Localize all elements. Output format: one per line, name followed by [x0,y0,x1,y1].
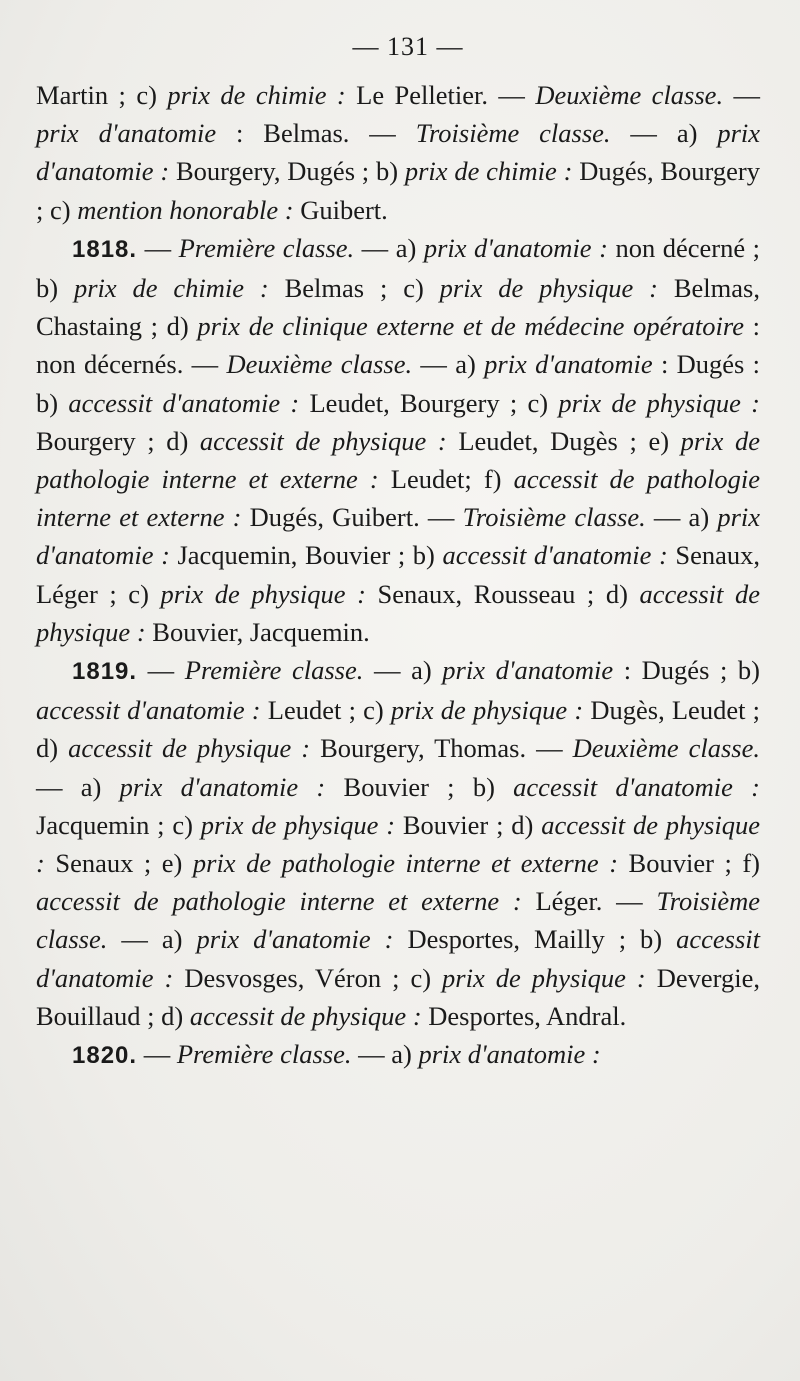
text-run: Leudet; f) [378,464,514,495]
italic-phrase: prix d'anatomie : [36,502,761,571]
text-run: : Dugés ; b) [613,655,761,686]
italic-phrase: Troisième classe. [462,502,646,533]
italic-phrase: accessit de pathologie interne et externe : [36,464,760,533]
italic-phrase: prix de chimie : [73,273,269,304]
italic-phrase: prix de physique : [442,962,646,993]
text-run: — a) [107,924,197,955]
year-paragraph [36,651,760,1035]
text-run: : Dugés : b) [36,349,761,418]
italic-phrase: Troisième classe. [415,118,611,149]
text-run: Desportes, Mailly ; b) [393,924,677,955]
italic-phrase: accessit de pathologie interne et externe : [36,886,522,917]
text-run: — [137,655,185,686]
text-run: Leudet ; c) [260,695,391,726]
italic-phrase: accessit de physique : [36,809,760,879]
text-run: Dugès, Leudet ; d) [36,695,760,764]
year-paragraph [36,229,760,651]
text-run: — [137,1039,177,1070]
text-run: Jacquemin, Bouvier ; b) [169,540,443,571]
text-run: Bouvier ; d) [395,809,542,840]
italic-phrase: Première classe. [184,655,364,686]
italic-phrase: Deuxième classe. [226,349,413,380]
text-run: — a) [363,655,443,686]
text-run: Leudet, Bourgery ; c) [299,387,559,418]
italic-phrase: prix d'anatomie : [418,1039,601,1070]
text-run: — a) [610,118,718,149]
italic-phrase: Deuxième classe. [535,80,724,110]
text-run: Guibert. [293,194,388,225]
italic-phrase: accessit d'anatomie : [68,387,300,418]
italic-phrase: prix de physique : [390,695,584,726]
italic-phrase: prix de physique : [439,273,658,304]
text-run: Martin ; c) [36,80,168,110]
italic-phrase: accessit de physique : [68,733,311,764]
text-run: Desvosges, Véron ; c) [173,962,443,993]
text-run: non décerné ; b) [36,232,760,304]
italic-phrase: mention honorable : [77,194,294,225]
text-run: Bourgery ; d) [36,425,200,456]
italic-phrase: prix de chimie : [167,80,346,110]
text-run: Bourgery, Dugés ; b) [169,156,405,187]
italic-phrase: prix d'anatomie : [196,924,394,955]
text-run: Senaux, Rousseau ; d) [365,578,640,609]
year-heading: 1820. [72,1042,138,1070]
text-run: Bourgery, Thomas. — [310,733,573,764]
italic-phrase: prix d'anatomie : [423,232,608,263]
italic-phrase: accessit de physique : [36,578,760,647]
italic-phrase: prix de physique : [558,387,760,418]
italic-phrase: accessit de physique : [189,1000,422,1031]
italic-phrase: prix d'anatomie [484,349,653,380]
text-run: — a) [645,502,718,533]
text-run: Le Pelletier. — [345,80,536,110]
text-run: Bouvier ; f) [618,848,760,879]
italic-phrase: Première classe. [178,232,355,263]
italic-phrase: Première classe. [176,1039,352,1070]
year-heading: 1819. [72,658,138,686]
text-run: Dugés, Bourgery ; c) [36,156,760,225]
italic-phrase: accessit d'anatomie : [36,924,760,993]
italic-phrase: accessit d'anatomie : [442,540,668,571]
text-run: Jacquemin ; c) [36,809,201,840]
italic-phrase: prix de pathologie interne et externe : [36,425,760,495]
text-run: Belmas, Chastaing ; d) [36,273,760,342]
italic-phrase: accessit d'anatomie : [36,695,261,726]
italic-phrase: prix d'anatomie [442,655,614,686]
year-paragraph [36,1035,760,1075]
text-run: Léger. — [521,886,657,917]
italic-phrase: prix de chimie : [404,156,573,187]
body-text [36,76,760,1075]
text-run: — [723,80,760,110]
text-run: — a) [412,349,485,380]
italic-phrase: accessit d'anatomie : [513,771,760,802]
text-run: Desportes, Andral. [421,1000,627,1031]
text-run: — a) [354,232,424,263]
text-run: — [137,232,179,263]
text-run: Senaux, Léger ; c) [36,540,760,609]
text-run: : non décernés. — [36,311,760,380]
text-run: — a) [351,1039,419,1070]
text-run: Devergie, Bouillaud ; d) [36,962,761,1031]
italic-phrase: prix d'anatomie [36,118,217,149]
text-run: Leudet, Dugès ; e) [446,425,681,456]
italic-phrase: prix de clinique externe et de médecine opératoire [197,311,744,342]
italic-phrase: Troisième classe. [36,886,760,955]
text-run: : Belmas. — [216,118,416,149]
italic-phrase: prix d'anatomie : [36,118,760,187]
text-run: Belmas ; c) [268,273,440,304]
italic-phrase: prix de physique : [200,809,396,840]
year-heading: 1818. [72,235,138,263]
italic-phrase: prix de physique : [160,578,366,609]
text-run: Senaux ; e) [44,848,193,879]
paragraph [36,76,760,229]
text-run: Bouvier ; b) [325,771,514,802]
italic-phrase: accessit de physique : [199,425,447,456]
italic-phrase: prix de pathologie interne et externe : [192,848,619,879]
italic-phrase: Deuxième classe. [572,733,760,764]
text-run: — a) [36,771,120,802]
text-run: Dugés, Guibert. — [241,502,463,533]
text-run: Bouvier, Jacquemin. [145,616,370,647]
italic-phrase: prix d'anatomie : [119,771,326,802]
page-number: — 131 — [352,32,464,61]
